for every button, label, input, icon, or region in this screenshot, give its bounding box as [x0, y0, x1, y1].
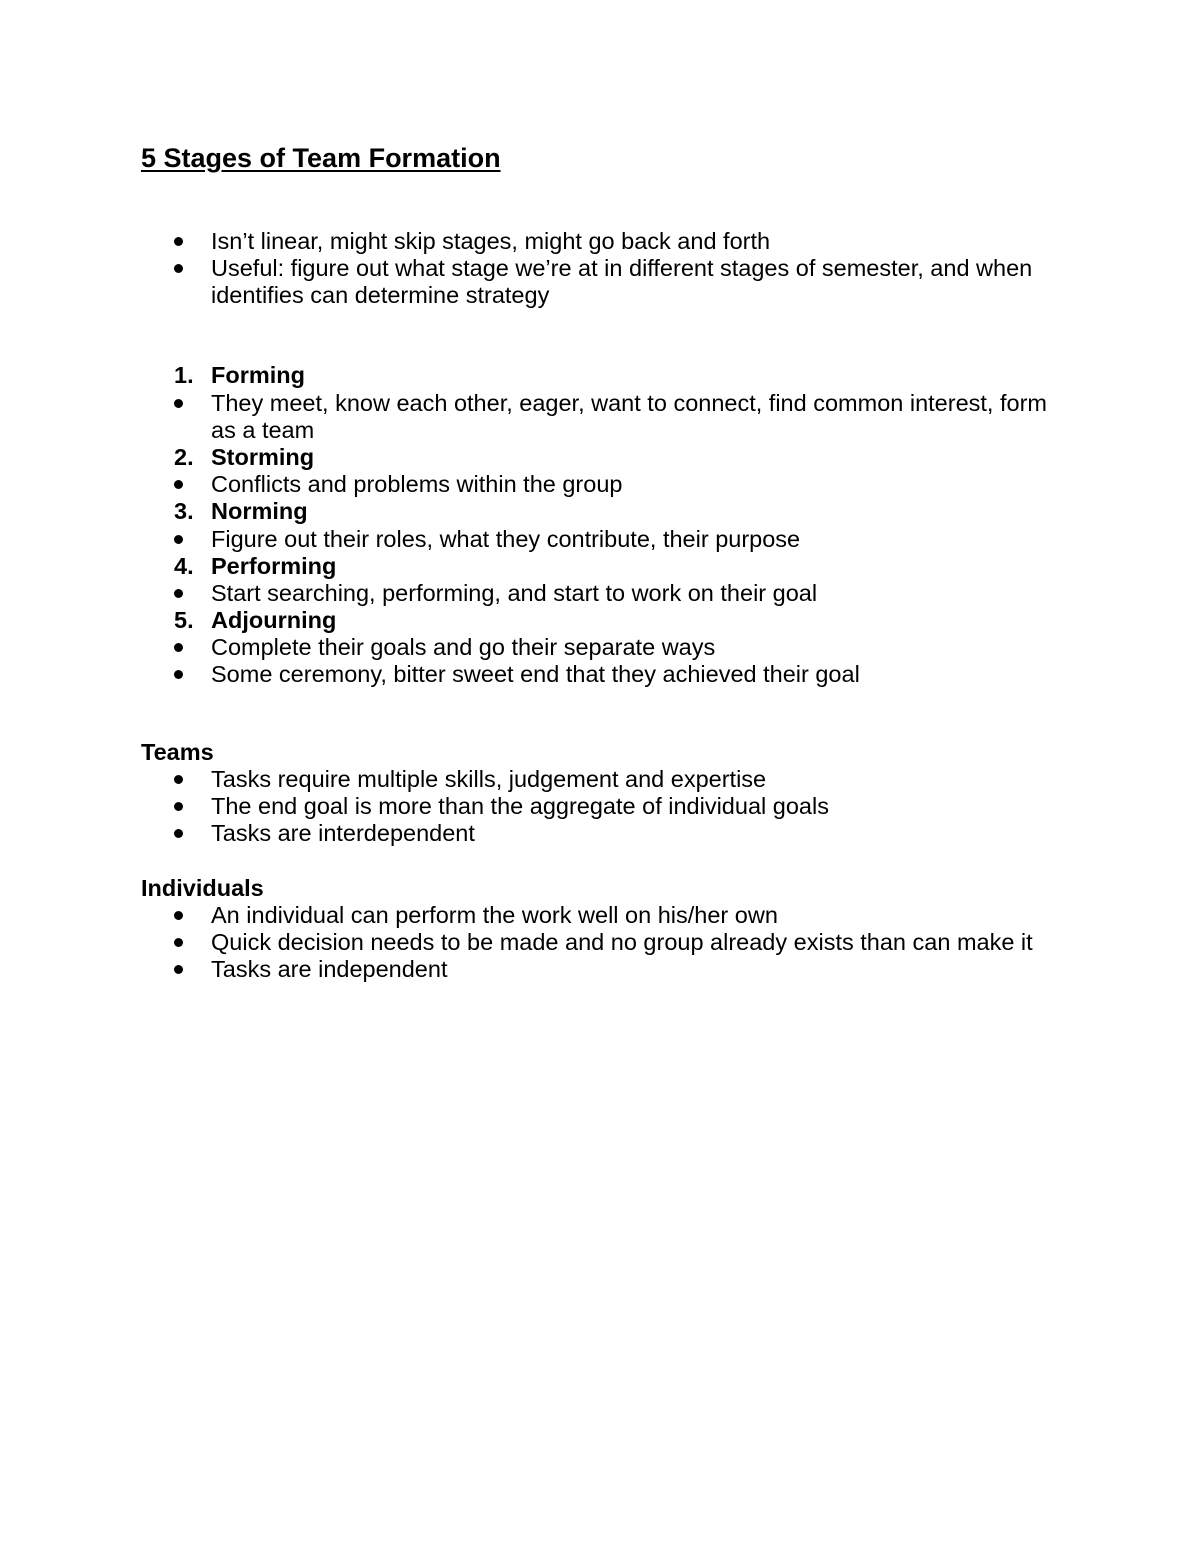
- section-heading-text: Teams: [141, 739, 214, 765]
- stage-note-text: Figure out their roles, what they contribute, their purpose: [211, 526, 801, 552]
- individuals-bullet-item: [141, 956, 1081, 983]
- bullet-icon: [174, 237, 183, 246]
- stage-item: [141, 362, 1081, 389]
- individuals-bullet-text: Quick decision needs to be made and no group already exists than can make it: [211, 929, 1033, 955]
- teams-bullet-text: The end goal is more than the aggregate of individual goals: [211, 793, 829, 819]
- bullet-icon: [174, 775, 183, 784]
- section-heading-text: Individuals: [141, 875, 264, 901]
- individuals-bullet-item: [141, 929, 1081, 956]
- intro-bullet-text: identifies can determine strategy: [211, 282, 550, 308]
- bullet-icon: [174, 589, 183, 598]
- stage-note-text: Complete their goals and go their separate ways: [211, 634, 716, 660]
- stage-number: 3.: [174, 498, 194, 524]
- stage-note-item: [141, 390, 1081, 417]
- document-title: 5 Stages of Team Formation: [141, 143, 501, 173]
- individuals-bullet-text: Tasks are independent: [211, 956, 448, 982]
- individuals-bullet-text: An individual can perform the work well on his/her own: [211, 902, 778, 928]
- teams-bullet-item: [141, 793, 1081, 820]
- stage-note-text: as a team: [211, 417, 315, 443]
- stage-name: Storming: [211, 444, 315, 470]
- stage-number: 1.: [174, 362, 194, 388]
- stage-note-item: [141, 634, 1081, 661]
- bullet-icon: [174, 938, 183, 947]
- teams-bullet-item: [141, 820, 1081, 847]
- stage-name: Forming: [211, 362, 305, 388]
- stage-item: [141, 498, 1081, 525]
- intro-bullet-text: Isn’t linear, might skip stages, might go back and forth: [211, 228, 771, 254]
- stage-note-item: [141, 471, 1081, 498]
- stage-item: [141, 607, 1081, 634]
- stage-note-item: [141, 580, 1081, 607]
- intro-bullet-continuation: [141, 282, 1081, 309]
- bullet-icon: [174, 535, 183, 544]
- bullet-icon: [174, 643, 183, 652]
- stage-note-item: [141, 661, 1081, 688]
- stage-number: 4.: [174, 553, 194, 579]
- teams-bullet-text: Tasks are interdependent: [211, 820, 475, 846]
- stage-note-text: Conflicts and problems within the group: [211, 471, 623, 497]
- stage-note-text: Some ceremony, bitter sweet end that they achieved their goal: [211, 661, 860, 687]
- stage-number: 5.: [174, 607, 194, 633]
- bullet-icon: [174, 264, 183, 273]
- stage-item: [141, 444, 1081, 471]
- stage-item: [141, 553, 1081, 580]
- bullet-icon: [174, 829, 183, 838]
- section-heading-teams: [141, 739, 1081, 766]
- stage-note-item: [141, 526, 1081, 553]
- bullet-icon: [174, 911, 183, 920]
- bullet-icon: [174, 480, 183, 489]
- bullet-icon: [174, 399, 183, 408]
- section-heading-individuals: [141, 875, 1081, 902]
- stage-note-text: They meet, know each other, eager, want to connect, find common interest, form: [211, 390, 1047, 416]
- intro-bullet-item: [141, 228, 1081, 255]
- bullet-icon: [174, 965, 183, 974]
- intro-bullet-item: [141, 255, 1081, 282]
- stage-note-continuation: [141, 417, 1081, 444]
- teams-bullet-text: Tasks require multiple skills, judgement and expertise: [211, 766, 767, 792]
- stage-note-text: Start searching, performing, and start to work on their goal: [211, 580, 818, 606]
- bullet-icon: [174, 670, 183, 679]
- stage-name: Adjourning: [211, 607, 337, 633]
- stage-number: 2.: [174, 444, 194, 470]
- stage-name: Norming: [211, 498, 308, 524]
- intro-bullet-text: Useful: figure out what stage we’re at in different stages of semester, and when: [211, 255, 1033, 281]
- stage-name: Performing: [211, 553, 337, 579]
- bullet-icon: [174, 802, 183, 811]
- teams-bullet-item: [141, 766, 1081, 793]
- individuals-bullet-item: [141, 902, 1081, 929]
